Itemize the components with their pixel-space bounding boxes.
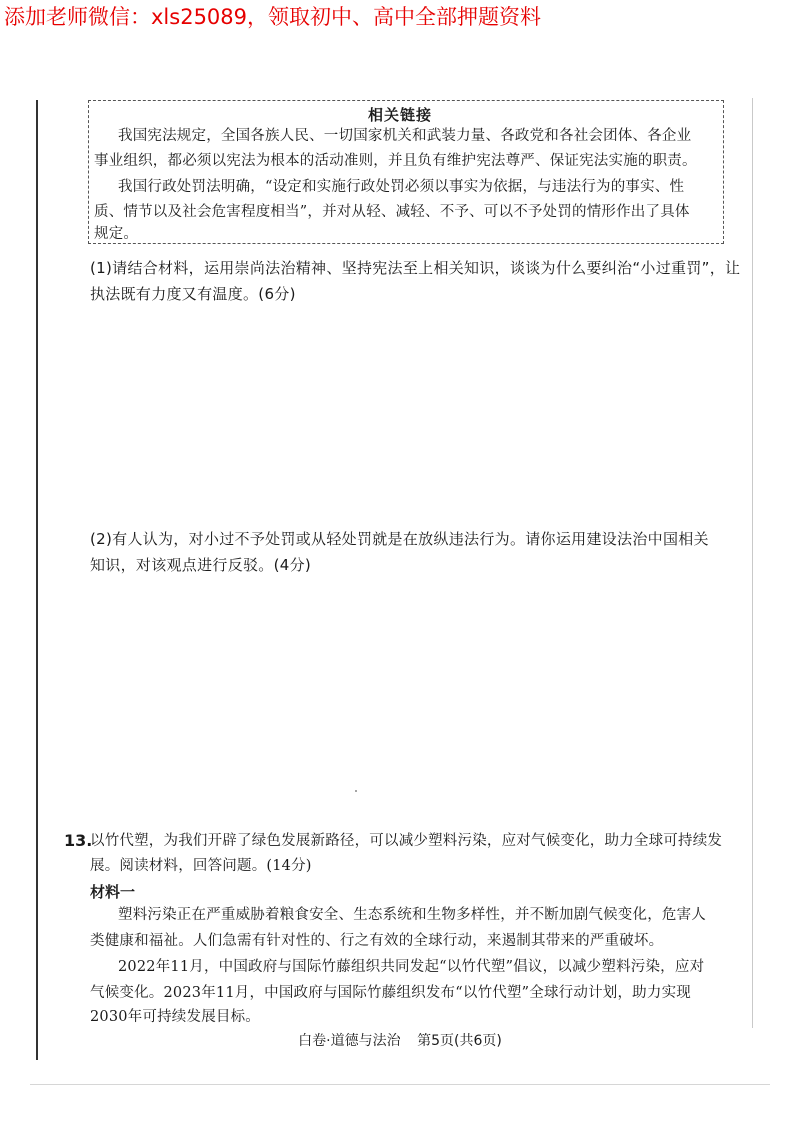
material-1-title: 材料一 [90, 883, 136, 901]
related-link-para2-line2: 质、情节以及社会危害程度相当”，并对从轻、减轻、不予、可以不予处罚的情形作出了具体 [94, 204, 690, 220]
material-1-line2: 类健康和福祉。人们急需有针对性的、行之有效的全球行动，来遏制其带来的严重破坏。 [90, 933, 664, 949]
question-13-line2: 展。阅读材料，回答问题。(14分) [90, 858, 312, 874]
related-link-title: 相关链接 [367, 106, 432, 124]
related-link-para2-line3: 规定。 [94, 226, 139, 242]
material-1-line5: 2030年可持续发展目标。 [90, 1009, 261, 1025]
bottom-rule [30, 1084, 770, 1085]
question-13-number: 13. [64, 831, 93, 850]
footer-page-number: 第5页(共6页) [417, 1033, 502, 1049]
question-2-line2: 知识，对该观点进行反驳。(4分) [90, 556, 312, 574]
related-link-para1-line1: 我国宪法规定，全国各族人民、一切国家机关和武装力量、各政党和各社会团体、各企业 [118, 128, 692, 144]
material-1-line3: 2022年11月，中国政府与国际竹藤组织共同发起“以竹代塑”倡议，以减少塑料污染，应对 [118, 959, 705, 975]
question-13-line1: 以竹代塑，为我们开辟了绿色发展新路径，可以减少塑料污染，应对气候变化，助力全球可持续发 [90, 833, 723, 849]
material-1-line1: 塑料污染正在严重威胁着粮食安全、生态系统和生物多样性，并不断加剧气候变化，危害人 [118, 907, 706, 923]
scan-speck [355, 790, 357, 792]
page-footer [0, 1030, 800, 1050]
question-1-line2: 执法既有力度又有温度。(6分) [90, 285, 296, 303]
question-1-line1: (1)请结合材料，运用崇尚法治精神、坚持宪法至上相关知识，谈谈为什么要纠治“小过重罚”，让 [90, 259, 741, 277]
watermark-text: 添加老师微信：xls25089，领取初中、高中全部押题资料 [4, 5, 542, 29]
material-1-line4: 气候变化。2023年11月，中国政府与国际竹藤组织发布“以竹代塑”全球行动计划，助力实现 [90, 985, 691, 1001]
right-margin-rule [752, 98, 753, 1028]
related-link-para2-line1: 我国行政处罚法明确，“设定和实施行政处罚必须以事实为依据，与违法行为的事实、性 [118, 179, 685, 195]
question-2-line1: (2)有人认为，对小过不予处罚或从轻处罚就是在放纵违法行为。请你运用建设法治中国相关 [90, 530, 709, 548]
left-margin-rule [36, 100, 38, 1060]
related-link-para1-line2: 事业组织，都必须以宪法为根本的活动准则，并且负有维护宪法尊严、保证宪法实施的职责。 [94, 153, 697, 169]
footer-paper-name: 白卷·道德与法治 [298, 1033, 401, 1049]
